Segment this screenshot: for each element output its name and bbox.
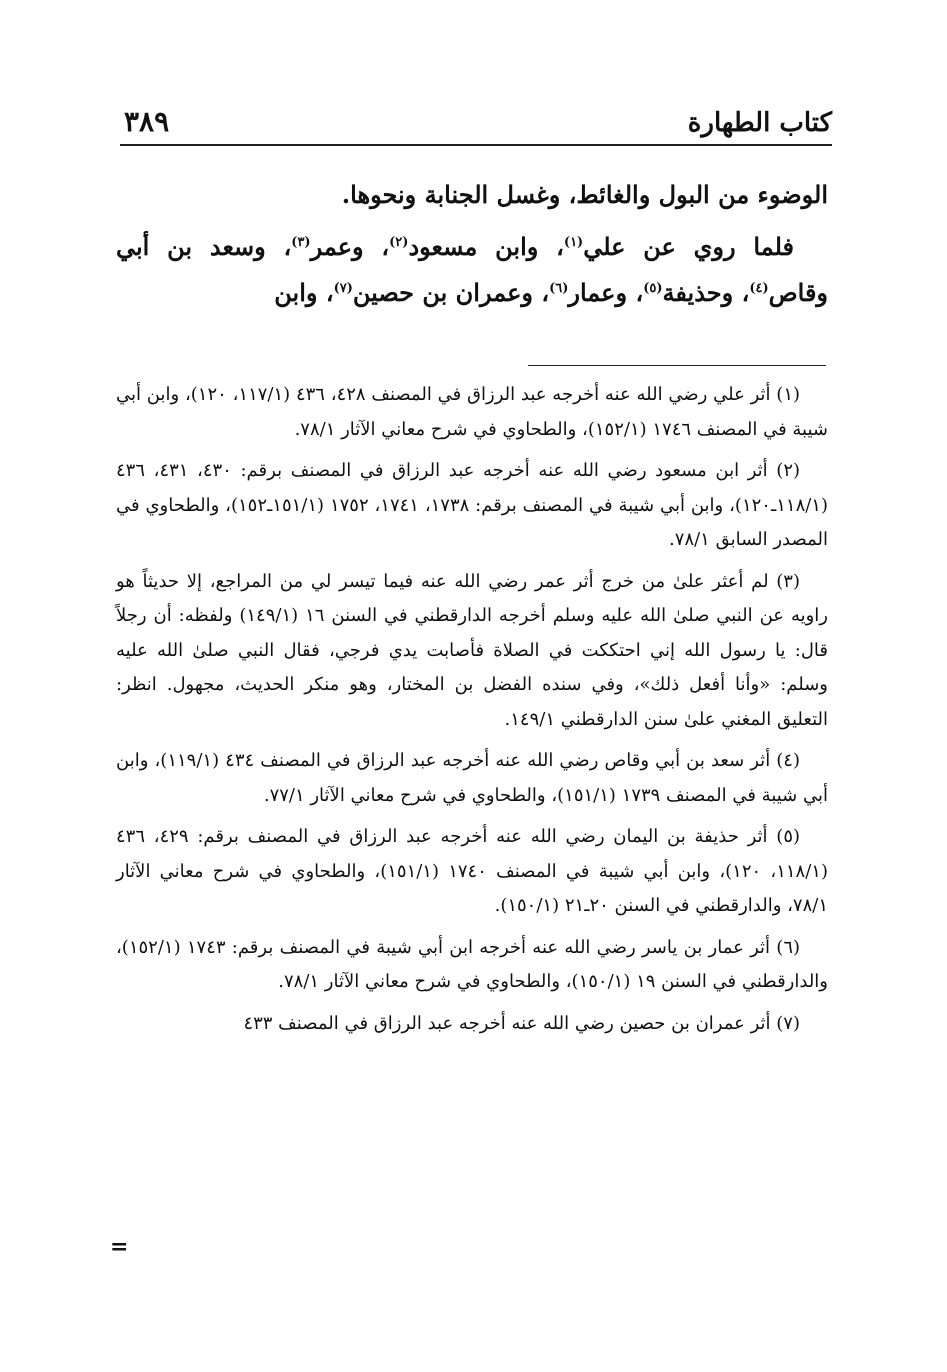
footnote-5: (٥) أثر حذيفة بن اليمان رضي الله عنه أخرجه عبد الرزاق في المصنف برقم: ٤٢٩، ٤٣٦ (١١٨/١، ١٢٠)، وابن أبي شيبة في المصنف ١٧٤٠ (١٥١/١)، والطحاوي في شرح معاني الآثار ٧٨/١، والدارقطني في السنن ٢٠ـ٢١ (١٥٠/١).	[116, 826, 828, 916]
text-segment: ، وحذيفة	[662, 278, 750, 307]
footnote-3: (٣) لم أعثر علىٰ من خرج أثر عمر رضي الله عنه فيما تيسر لي من المراجع، إلا حديثاً هو راويه عن النبي صلىٰ الله عليه وسلم أخرجه الدارقطني في السنن ١٦ (١٤٩/١) ولفظه: أن رجلاً قال: يا رسول الله إني احتككت في الصلاة فأصابت يدي فرجي، فقال النبي صلىٰ الله عليه وسلم: «وأنا أفعل ذلك»، وفي سنده الفضل بن المختار، وهو منكر الحديث، مجهول. انظر: التعليق المغني علىٰ سنن الدارقطني ١٤٩/١.	[116, 570, 829, 730]
footnote-ref-2[interactable]: (٢)	[389, 235, 409, 250]
footnote-ref-3[interactable]: (٣)	[291, 235, 311, 250]
footnote-separator	[528, 365, 826, 366]
page-header	[120, 98, 832, 146]
footnote-ref-5[interactable]: (٥)	[643, 281, 663, 296]
text-segment: ، وابن	[274, 278, 334, 307]
footnotes	[116, 378, 828, 1048]
text-segment: ، وسعد بن أبي وقاص	[116, 232, 828, 307]
footnote-6: (٦) أثر عمار بن ياسر رضي الله عنه أخرجه ابن أبي شيبة في المصنف برقم: ١٧٤٣ (١٥٢/١)، والدارقطني في السنن ١٩ (١٥٠/١)، والطحاوي في شرح معاني الآثار ٧٨/١.	[116, 936, 828, 992]
footnote-1: (١) أثر علي رضي الله عنه أخرجه عبد الرزاق في المصنف ٤٢٨، ٤٣٦ (١١٧/١، ١٢٠)، وابن أبي شيبة في المصنف ١٧٤٦ (١٥٢/١)، والطحاوي في شرح معاني الآثار ٧٨/١.	[116, 384, 828, 440]
running-title: كتاب الطهارة	[687, 108, 832, 138]
footnote-ref-7[interactable]: (٧)	[333, 281, 353, 296]
text-segment: ، وعمار	[568, 278, 644, 307]
page-number: ٣٨٩	[124, 105, 170, 138]
text-segment: ، وابن مسعود	[408, 232, 564, 261]
paragraph-1: الوضوء من البول والغائط، وغسل الجنابة ونحوها.	[341, 180, 828, 209]
footnote-7: (٧) أثر عمران بن حصين رضي الله عنه أخرجه عبد الرزاق في المصنف ٤٣٣	[243, 1012, 800, 1034]
paragraph-2	[116, 224, 828, 316]
text-segment: فلما روي عن علي	[583, 232, 794, 261]
main-text	[116, 172, 828, 322]
text-segment: ، وعمر	[310, 232, 390, 261]
continuation-mark: =	[110, 1234, 129, 1260]
footnote-ref-4[interactable]: (٤)	[749, 281, 769, 296]
footnote-2: (٢) أثر ابن مسعود رضي الله عنه أخرجه عبد الرزاق في المصنف برقم: ٤٣٠، ٤٣١، ٤٣٦ (١١٨/١ـ١٢٠)، وابن أبي شيبة في المصنف برقم: ١٧٣٨، ١٧٤١، ١٧٥٢ (١٥١/١ـ١٥٢)، والطحاوي في المصدر السابق ٧٨/١.	[116, 460, 829, 550]
text-segment: ، وعمران بن حصين	[352, 278, 550, 307]
footnote-ref-1[interactable]: (١)	[563, 235, 584, 250]
footnote-ref-6[interactable]: (٦)	[549, 281, 569, 296]
footnote-4: (٤) أثر سعد بن أبي وقاص رضي الله عنه أخرجه عبد الرزاق في المصنف ٤٣٤ (١١٩/١)، وابن أبي شيبة في المصنف ١٧٣٩ (١٥١/١)، والطحاوي في شرح معاني الآثار ٧٧/١.	[116, 750, 828, 806]
